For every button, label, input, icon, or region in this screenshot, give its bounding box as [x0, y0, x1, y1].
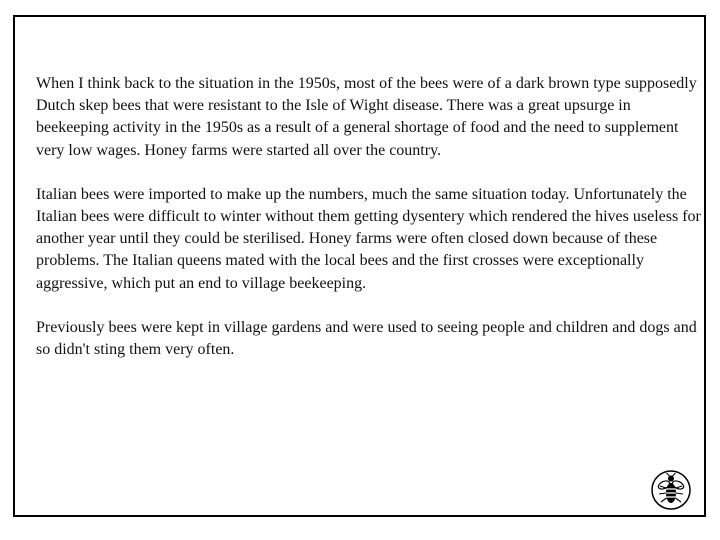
body-text	[36, 73, 701, 383]
paragraph-3: Previously bees were kept in village gardens and were used to seeing people and children and dogs and so didn't sting them very often.	[36, 318, 697, 359]
slide-frame	[13, 15, 706, 517]
bee-icon	[650, 469, 692, 511]
paragraph-2: Italian bees were imported to make up the numbers, much the same situation today. Unfortunately the Italian bees were difficult to winter without them getting dysentery which rendered the hives useless for another year until they could be sterilised. Honey farms were often closed down because of these problems. The Italian queens mated with the local bees and the first crosses were exceptionally aggressive, which put an end to village beekeeping.	[36, 185, 701, 292]
paragraph-1: When I think back to the situation in the 1950s, most of the bees were of a dark brown type supposedly Dutch skep bees that were resistant to the Isle of Wight disease. There was a great upsurge in beekeeping activity in the 1950s as a result of a general shortage of food and the need to supplement very low wages. Honey farms were started all over the country.	[36, 75, 697, 159]
